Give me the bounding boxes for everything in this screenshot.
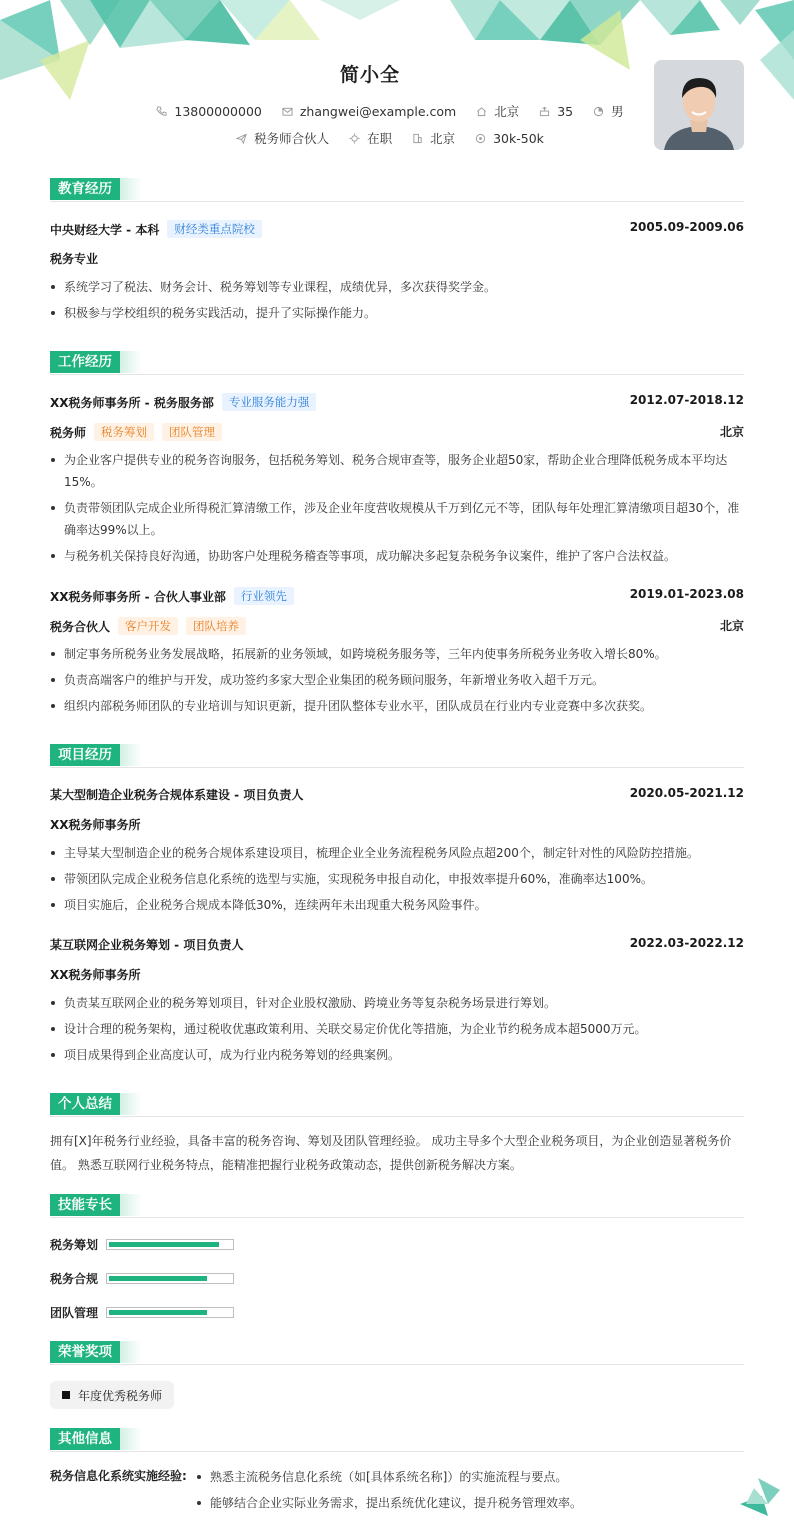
project-entry-header [50,936,744,953]
summary-text: 拥有[X]年税务行业经验，具备丰富的税务咨询、筹划及团队管理经验。 成功主导多个大型企业税务项目，为企业创造显著税务价值。 熟悉互联网行业税务特点，能精准把握行业税务政策动态，提供创新税务解决方案。 [50,1134,732,1172]
list-item: 设计合理的税务架构，通过税收优惠政策利用、关联交易定价优化等措施，为企业节约税务成本超5000万元。 [50,1018,744,1040]
honors-title: 荣誉奖项 [50,1341,120,1363]
project-entry-header [50,786,744,803]
profile-photo [654,60,744,150]
projects-section [50,744,744,1074]
skill-level-bar [106,1239,234,1250]
work-header [50,351,744,375]
job-intent-row [40,129,740,147]
skills-section [50,1194,744,1324]
salary-info [475,131,544,146]
job-role: 税务师 [50,425,87,440]
job-date: 2019.01-2023.08 [629,587,744,601]
job-bullets [50,449,744,571]
project-org: XX税务师事务所 [50,818,141,832]
major-text: 税务专业 [50,252,99,266]
job-entry-header [50,587,744,605]
list-item: 积极参与学校组织的税务实践活动，提升了实际操作能力。 [50,302,744,324]
skill-tag: 税务筹划 [94,423,154,441]
list-item: 负责某互联网企业的税务筹划项目，针对企业股权激励、跨境业务等复杂税务场景进行筹划。 [50,992,744,1014]
position-text: 税务师合伙人 [254,131,330,146]
project-name: 某大型制造企业税务合规体系建设 - 项目负责人 [50,788,304,802]
summary-header [50,1093,744,1117]
work-section [50,351,744,731]
contact-row [40,102,740,120]
school-name: 中央财经大学 - 本科 [50,222,160,237]
education-header [50,178,744,202]
list-item: 系统学习了税法、财务会计、税务筹划等专业课程，成绩优异，多次获得奖学金。 [50,276,744,298]
summary-title: 个人总结 [50,1093,120,1115]
school-tag: 财经类重点院校 [167,220,262,238]
mail-icon [282,106,293,117]
skill-name: 税务合规 [50,1272,99,1286]
skills-title-tail [120,1194,142,1216]
job-role-row [50,423,744,441]
project-date: 2022.03-2022.12 [629,936,744,950]
list-item: 项目成果得到企业高度认可，成为行业内税务筹划的经典案例。 [50,1044,744,1066]
phone-info [156,104,261,119]
job-role: 税务合伙人 [50,619,111,634]
projects-title: 项目经历 [50,744,120,766]
honors-section [50,1341,744,1421]
email-text: zhangwei@example.com [299,103,457,119]
skill-name: 团队管理 [50,1306,99,1320]
gender-info [593,102,624,120]
list-item: 主导某大型制造企业的税务合规体系建设项目，梳理企业全业务流程税务风险点超200个，制定针对性的风险防控措施。 [50,842,744,864]
work-title-tail [120,351,142,373]
salary-icon [475,133,486,144]
list-item: 为企业客户提供专业的税务咨询服务，包括税务筹划、税务合规审查等，服务企业超50家，帮助企业合理降低税务成本平均达15%。 [50,449,744,493]
education-bullets [50,276,744,328]
candidate-name: 简小全 [339,64,400,86]
skill-tag: 团队管理 [162,423,222,441]
phone-text: 13800000000 [174,103,262,119]
home-icon [476,106,487,117]
honor-chip [50,1381,174,1409]
email-info [282,104,456,119]
skill-tag: 团队培养 [186,617,246,635]
summary-title-tail [120,1093,142,1115]
list-item: 带领团队完成企业税务信息化系统的选型与实施，实现税务申报自动化，申报效率提升60%，准确率达100%。 [50,868,744,890]
project-bullets [50,842,744,920]
list-item: 组织内部税务师团队的专业培训与知识更新，提升团队整体专业水平，团队成员在行业内专业竞赛中多次获奖。 [50,695,744,717]
skill-item [50,1236,350,1252]
list-item: 能够结合企业实际业务需求，提出系统优化建议，提升税务管理效率。 [196,1492,744,1514]
building-icon [412,133,423,144]
honors-title-tail [120,1341,142,1363]
target-city-text: 北京 [430,131,456,146]
age-text: 35 [557,103,574,119]
list-item: 负责带领团队完成企业所得税汇算清缴工作，涉及企业年度营收规模从千万到亿元不等，团队每年处理汇算清缴项目超30个，准确率达99%以上。 [50,497,744,541]
gender-text: 男 [611,104,624,119]
other-header [50,1428,744,1452]
square-bullet-icon [62,1391,70,1399]
footer-triangle-decoration [740,1478,780,1518]
education-date: 2005.09-2009.06 [629,220,744,234]
skills-title: 技能专长 [50,1194,120,1216]
job-city: 北京 [719,619,744,633]
job-bullets [50,643,744,721]
education-title-tail [120,178,142,200]
other-title: 其他信息 [50,1428,120,1450]
project-org: XX税务师事务所 [50,968,141,982]
project-org-row [50,816,744,833]
skill-tag: 客户开发 [118,617,178,635]
location-info [476,102,519,120]
project-date: 2020.05-2021.12 [629,786,744,800]
company-tag: 专业服务能力强 [222,393,317,411]
other-section [50,1428,744,1518]
work-title: 工作经历 [50,351,120,373]
education-entry-header [50,220,744,238]
skill-item [50,1304,350,1320]
skill-name: 税务筹划 [50,1238,99,1252]
list-item: 熟悉主流税务信息化系统（如[具体系统名称]）的实施流程与要点。 [196,1466,744,1488]
project-org-row [50,966,744,983]
gender-icon [593,106,604,117]
list-item: 与税务机关保持良好沟通，协助客户处理税务稽查等事项，成功解决多起复杂税务争议案件，维护了客户合法权益。 [50,545,744,567]
age-info [539,104,573,119]
honor-text: 年度优秀税务师 [78,1388,163,1403]
location-text: 北京 [494,104,520,119]
other-list [196,1466,744,1518]
major-row [50,250,744,267]
other-title-tail [120,1428,142,1450]
send-icon [236,133,247,144]
status-text: 在职 [367,131,393,146]
summary-section [50,1093,744,1183]
salary-text: 30k-50k [493,130,544,146]
list-item: 项目实施后，企业税务合规成本降低30%，连续两年未出现重大税务风险事件。 [50,894,744,916]
list-item: 制定事务所税务业务发展战略，拓展新的业务领域，如跨境税务服务等，三年内使事务所税务业务收入增长80%。 [50,643,744,665]
position-info [236,129,329,147]
education-title: 教育经历 [50,178,120,200]
job-city: 北京 [719,425,744,439]
job-entry-header [50,393,744,411]
projects-title-tail [120,744,142,766]
education-section [50,178,744,328]
phone-icon [156,106,167,117]
other-label: 税务信息化系统实施经验: [50,1469,187,1483]
skill-level-fill [109,1310,207,1315]
project-bullets [50,992,744,1070]
list-item: 负责高端客户的维护与开发，成功签约多家大型企业集团的税务顾问服务，年新增业务收入超千万元。 [50,669,744,691]
company-name: XX税务师事务所 - 税务服务部 [50,395,214,410]
skills-header [50,1194,744,1218]
job-date: 2012.07-2018.12 [629,393,744,407]
project-name: 某互联网企业税务筹划 - 项目负责人 [50,938,244,952]
skill-level-bar [106,1273,234,1284]
skill-item [50,1270,350,1286]
company-tag: 行业领先 [234,587,294,605]
skill-level-fill [109,1276,207,1281]
status-info [349,129,392,147]
skill-level-fill [109,1242,219,1247]
status-icon [349,133,360,144]
skill-level-bar [106,1307,234,1318]
projects-header [50,744,744,768]
company-name: XX税务师事务所 - 合伙人事业部 [50,589,226,604]
honors-header [50,1341,744,1365]
job-role-row [50,617,744,635]
age-icon [539,106,550,117]
target-city-info [412,129,455,147]
